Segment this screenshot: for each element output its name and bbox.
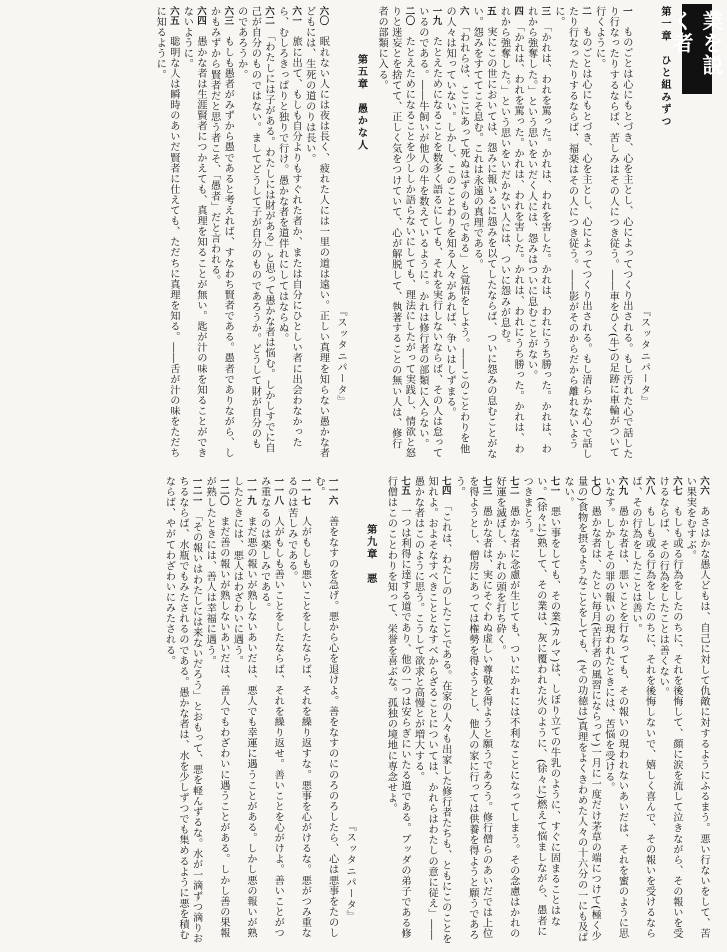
verse-paragraph	[384, 476, 411, 946]
verse-text: 「その報いはわたしには来ないだろう」とおもって、悪を軽んずるな。水が一滴ずつ滴りおちるならば、水瓶でもみたされるのである。愚かな者は、水を少しずつでも集めるように悪を積むならば、やがてわざわいにみたされる。	[163, 476, 202, 944]
verse-paragraph	[302, 6, 329, 459]
verse-number: 一一八	[272, 476, 284, 506]
verse-text: 愚かな者は、たとい毎月(苦行者の風習にならって)一月に一度だけ茅草の端につけて(極く少量の)食物を摂るようなことをしても、(その功徳は)真理をよくきわめた人々の十六分の一にも及ばない。	[562, 476, 601, 943]
verse-paragraph	[180, 6, 207, 459]
verse-number: 七二	[507, 476, 519, 496]
verse-number: 五	[484, 6, 496, 16]
verse-number: 七〇	[589, 476, 601, 496]
verse-number: 七四	[439, 476, 451, 496]
verse-paragraph	[162, 476, 203, 946]
verse-paragraph	[520, 476, 561, 946]
verse-text: 「かれは、われを罵った。かれは、われを害した。かれは、われにうち勝った。かれは、われから強奪した。」という思いをいだかない人には、ついに怨みが息む。	[498, 6, 524, 454]
verse-number: 六六	[698, 476, 709, 496]
chapter-heading: 第五章 愚かな人	[355, 54, 368, 152]
verse-paragraph	[153, 6, 180, 459]
verse-text: 聡明な人は瞬時のあいだ賢者に仕えても、ただちに真理を知る。――舌が汁の味をただちに知るように。	[154, 6, 179, 459]
verse-text: 一つは利得に達する道であり、他の一つは安らぎにいたる道である。ブッダの弟子である修行僧はこのことわりを知って、栄誉を喜ぶな。孤独の境地に専念せよ。	[385, 476, 410, 939]
verse-number: 一一六	[326, 476, 338, 506]
verse-text: 実にこの世においては、怨みに報いるに怨みを以てしたならば、ついに怨みの息むことがない。怨みをすててこそ息む。これは永遠の真理である。	[471, 6, 496, 459]
verse-text: まだ悪の報いが熟しないあいだは、悪人でも幸運に遇うことがある。しかし悪の報いが熟したときには、悪人はわざわいに遇う。	[231, 476, 256, 939]
verse-number: 一	[620, 6, 632, 16]
verse-text: 人がもしも悪いことをしたならば、それを繰り返すな。悪事を心がけるな。悪がつみ重なるのは苦しみである。	[285, 476, 311, 939]
verse-text: ものごとは心にもとづき、心を主とし、心によってつくり出される。もし汚れた心で話したり行なったりするならば、苦しみはその人につき従う。――車をひく(牛)の足跡に車輪がついて行くように。	[593, 6, 632, 459]
verse-number: 四	[512, 6, 524, 16]
lower-text-block	[6, 476, 710, 946]
verse-text: 「わたしには子がある。わたしには財がある」と思って愚かな者は悩む。しかしすでに自己が自分のものではない。ましてどうして子が自分のものであろうか。どうして財が自分のものであろうか。	[235, 6, 274, 454]
verse-text: ものごとは心にもとづき、心を主とし、心によってつくり出される。もし清らかな心で話したり行なったりするならば、福楽はその人につき従う。――影がそのからだから離れないように。	[552, 6, 592, 459]
verse-number: 七三	[480, 476, 492, 496]
verse-text: 眠れない人には夜は長く、疲れた人には一里の道は遠い。正しい真理を知らない愚かな者どもには、生死の道のりは長い。	[303, 6, 329, 459]
verse-paragraph	[628, 476, 655, 946]
verse-number: 六七	[670, 476, 682, 496]
verse-text: たとえためになることを少ししか語らないにしても、理法にしたがって実践し、情欲と怒りと迷妄とを捨てて、正しく気をつけていて、心が解脱して、執著することの無い人は、修行者の部類に入る。	[376, 6, 415, 459]
verse-paragraph	[275, 6, 302, 459]
verse-paragraph	[524, 6, 551, 459]
chapter-heading: 第九章 悪	[364, 524, 377, 585]
verse-number: 六五	[167, 6, 179, 26]
verse-paragraph	[683, 476, 710, 946]
verse-text: あさはかな愚人どもは、自己に対して仇敵に対するようにふるまう。悪い行ないをして、苦い果実をむすぶ。	[684, 476, 709, 939]
verse-paragraph	[551, 6, 592, 459]
source-citation: 『スッタニパータ』	[344, 821, 356, 922]
verse-paragraph	[470, 6, 497, 459]
verse-number: 六	[457, 6, 469, 16]
verse-paragraph	[656, 476, 683, 946]
verse-text: もしも或る行為をしたのちに、それを後悔して、顔に涙を流して泣きながら、その報いを受けるならば、その行為をしたことは善くない。	[657, 476, 682, 939]
verse-number: 一一九	[245, 476, 256, 506]
verse-text: 「われらは、ここにあって死ぬはずのものである」と覚悟をしよう。――このことわりを他の人々は知っていない。しかし、このことわりを知る人々があれば、争いはしずまる。	[444, 6, 469, 454]
verse-text: たとえためになることを数多く語るにしても、それを実行しないならば、その人は怠っているのである。――牛飼いが他人の牛を数えているように。かれは修行者の部類に入らない。	[416, 6, 442, 459]
verse-text: 愚かな者は、悪いことを行なっても、その報いの現われないあいだは、それを蜜のように思いなす。しかしその罪の報いの現われたときには、苦悩を受ける。	[602, 476, 628, 939]
verse-number: 六三	[222, 6, 234, 26]
verse-paragraph	[443, 6, 470, 459]
verse-text: もしも或る行為をしたのちに、それを後悔しないで、嬉しく喜んで、その報いを受けるならば、その行為をしたことは善い。	[630, 476, 655, 939]
verse-paragraph	[415, 6, 442, 459]
verse-text: 「かれは、われを罵った。かれは、われを害した。かれは、われにうち勝った。かれは、われから強奪した。」という思いをいだく人には、怨みはついに息むことがない。	[525, 6, 551, 454]
verse-number: 一二一	[190, 476, 202, 506]
verse-number: 七五	[398, 476, 410, 496]
verse-paragraph	[311, 476, 338, 946]
verse-number: 二〇	[403, 6, 415, 26]
verse-paragraph	[452, 476, 493, 946]
verse-paragraph	[203, 476, 230, 946]
verse-number: 二	[580, 6, 592, 16]
verse-number: 六〇	[317, 6, 329, 26]
source-citation: 『スッタニパータ』	[334, 306, 346, 407]
verse-number: 六八	[643, 476, 655, 496]
verse-paragraph	[207, 6, 234, 459]
verse-number: 一一七	[299, 476, 311, 506]
verse-text: 悪い事をしても、その業(カルマ)は、しぼり立ての牛乳のように、すぐに固まることはない。(徐々に)熟して、その業は、灰に覆われた火のように、(徐々に)燃えて悩ましながら、愚者につきまとう。	[521, 476, 560, 937]
verse-number: 六九	[616, 476, 628, 496]
verse-text: 「これは、わたしのしたことである。在家の人々も出家した修行者たちも、ともにこのことを知れよ。およそなすべきこととなすべからざることについては、かれらはわたしの意に従え」――愚かな者はこのように思う。こうして欲求と高慢とが増大する。	[412, 476, 451, 945]
verse-text: 人がもしも善いことをしたならば、それを繰り返せ。善いことを心がけよ。善いことがつみ重なるのは楽しみである。	[258, 476, 284, 939]
verse-paragraph	[284, 476, 311, 946]
verse-number: 六一	[290, 6, 302, 26]
verse-paragraph	[560, 476, 601, 946]
section-header: 業を説く者	[682, 4, 712, 94]
verse-number: 六四	[195, 6, 206, 26]
verse-number: 三	[539, 6, 551, 16]
verse-paragraph	[257, 476, 284, 946]
verse-paragraph	[234, 6, 275, 459]
upper-text-block	[6, 6, 678, 459]
chapter-heading: 第一章 ひと組みずつ	[659, 6, 671, 128]
verse-paragraph	[493, 476, 520, 946]
verse-number: 一九	[430, 6, 442, 26]
verse-number: 一二〇	[217, 476, 229, 506]
source-citation: 『スッタニパータ』	[638, 306, 650, 407]
verse-paragraph	[230, 476, 257, 946]
verse-text: 善をなすのを急げ。悪から心を退けよ。善をなすのにのろのろしたら、心は悪事をたのしむ。	[312, 476, 338, 939]
verse-paragraph	[411, 476, 452, 946]
verse-text: 旅に出て、もしも自分よりもすぐれた者か、または自分にひとしい者に出会わなかったら、むしろきっぱりと独りで行け。愚かな者を道伴れにしてはならぬ。	[276, 6, 302, 448]
verse-text: 愚かな者に念慮が生じても、ついにかれには不利なことになってしまう。その念慮はかれの好運を滅ぼし、かれの頭を打ち砕く。	[494, 476, 519, 939]
verse-text: まだ善の報いが熟しないあいだは、善人でもわざわいに遇うことがある。しかし善の果報が熟したときには、善人は幸福に遇う。	[204, 476, 229, 939]
verse-paragraph	[601, 476, 628, 946]
verse-paragraph	[497, 6, 524, 459]
verse-text: 愚かな者は生涯賢者につかえても、真理を知ることが無い。匙が汁の味を知ることができないように。	[181, 6, 206, 459]
verse-number: 六二	[262, 6, 274, 26]
verse-paragraph	[592, 6, 633, 459]
verse-text: 愚かな者は、実にそぐわぬ虚しい尊敬を得ようと願うであろう。修行僧らのあいだでは上位を得ようとし、僧房にあっては権勢を得ようとし、他人の家に行っては供養を得ようと願うであろう。	[453, 476, 492, 941]
verse-number: 七一	[548, 476, 560, 496]
verse-paragraph	[375, 6, 416, 459]
verse-text: もしも愚者がみずから愚であると考えれば、すなわち賢者である。愚者でありながら、しかもみずから賢者だと思う者こそ、「愚者」だと言われる。	[208, 6, 234, 459]
